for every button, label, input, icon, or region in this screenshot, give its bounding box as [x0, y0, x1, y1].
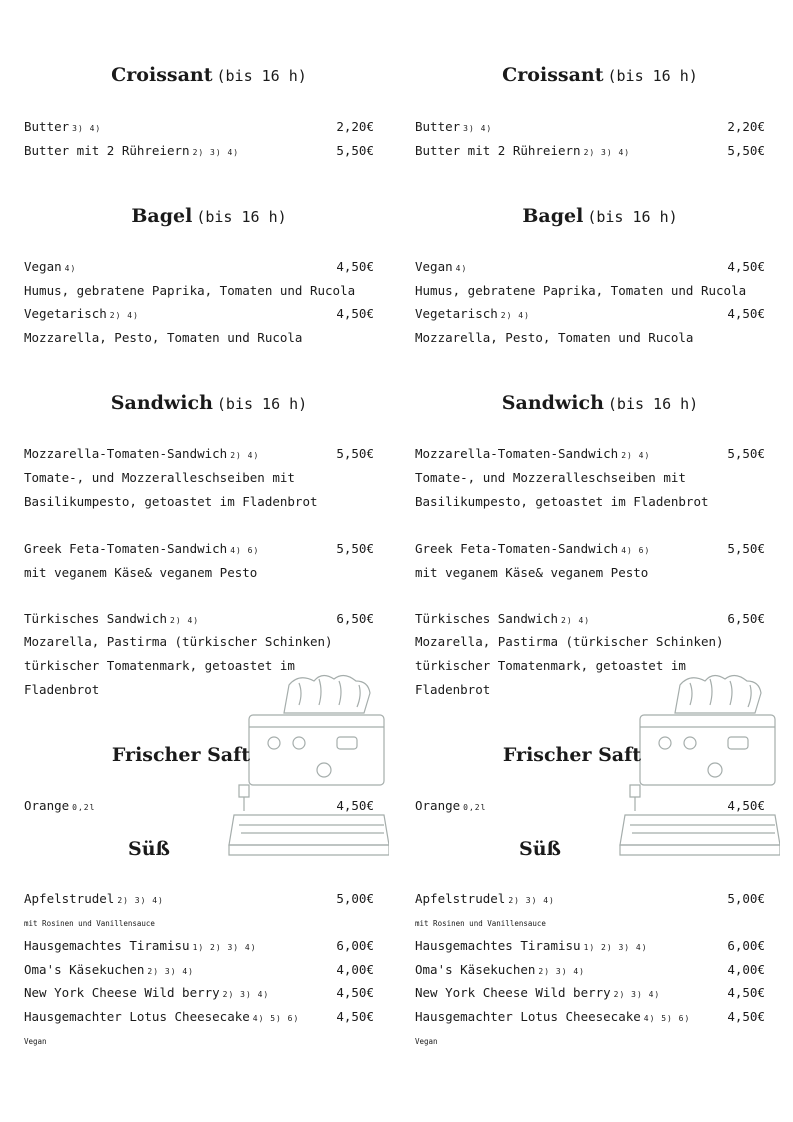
sandwich-hours: (bis 16 h)	[216, 395, 308, 413]
item-name: Vegetarisch	[24, 306, 107, 321]
menu-column-right	[415, 0, 785, 1122]
item-price: 5,50€	[336, 143, 374, 158]
item-allergens: 3) 4)	[463, 124, 493, 133]
item-price: 6,50€	[336, 611, 374, 626]
section-title-saft	[387, 744, 757, 766]
item-allergens: 4)	[64, 264, 77, 273]
menu-item-saft-orange	[415, 796, 765, 816]
saft-title: Frischer Saft	[502, 744, 642, 766]
item-price: 5,50€	[727, 541, 765, 556]
menu-item-sandwich-tuerkisch	[24, 609, 374, 629]
item-name: New York Cheese Wild berry	[415, 985, 611, 1000]
item-name: Apfelstrudel	[24, 891, 115, 906]
menu-item-saft-orange	[24, 796, 374, 816]
item-price: 2,20€	[336, 119, 374, 134]
section-title-suess	[355, 838, 725, 860]
item-allergens: 2) 4)	[561, 616, 591, 625]
menu-item-lotus-cheesecake	[415, 1007, 765, 1027]
item-allergens: 2) 4)	[500, 311, 530, 320]
item-name: Butter mit 2 Rühreiern	[24, 143, 190, 158]
item-name: Hausgemachtes Tiramisu	[24, 938, 190, 953]
item-description: Mozarella, Pastirma (türkischer Schinken)	[415, 634, 724, 649]
suess-title: Süß	[128, 838, 170, 860]
menu-item-sandwich-feta	[24, 539, 374, 559]
item-description: türkischer Tomatenmark, getoastet im	[415, 658, 686, 673]
item-description: Mozzarella, Pesto, Tomaten und Rucola	[415, 330, 694, 345]
sandwich-hours: (bis 16 h)	[607, 395, 699, 413]
item-name: Greek Feta-Tomaten-Sandwich	[24, 541, 228, 556]
item-description: Tomate-, und Mozzeralleschseiben mit	[24, 470, 295, 485]
item-allergens: 4) 5) 6)	[643, 1014, 691, 1023]
item-name: Mozzarella-Tomaten-Sandwich	[415, 446, 619, 461]
item-name: Türkisches Sandwich	[415, 611, 558, 626]
item-allergens: 2) 4)	[109, 311, 139, 320]
item-note: mit Rosinen und Vanillensauce	[415, 919, 546, 928]
item-description: Fladenbrot	[24, 682, 100, 697]
item-description: Humus, gebratene Paprika, Tomaten und Rucola	[24, 283, 356, 298]
item-price: 4,50€	[727, 306, 765, 321]
item-name: Butter mit 2 Rühreiern	[415, 143, 581, 158]
croissant-title: Croissant	[111, 64, 213, 86]
section-title-croissant	[24, 64, 394, 86]
item-allergens: 2) 4)	[230, 451, 260, 460]
item-allergens: 2) 3) 4)	[538, 967, 585, 976]
item-price: 4,50€	[336, 306, 374, 321]
item-allergens: 2) 3) 4)	[613, 990, 661, 999]
item-name: New York Cheese Wild berry	[24, 985, 220, 1000]
menu-item-kaesekuchen	[24, 960, 374, 980]
item-allergens: 0,2l	[72, 803, 96, 812]
item-price: 4,50€	[727, 985, 765, 1000]
item-description: Humus, gebratene Paprika, Tomaten und Rucola	[415, 283, 747, 298]
item-name: Oma's Käsekuchen	[24, 962, 145, 977]
item-name: Orange	[24, 798, 70, 813]
bagel-title: Bagel	[131, 205, 193, 227]
menu-item-kaesekuchen	[415, 960, 765, 980]
item-allergens: 2) 4)	[170, 616, 200, 625]
item-name: Hausgemachter Lotus Cheesecake	[415, 1009, 641, 1024]
item-allergens: 2) 3) 4)	[147, 967, 194, 976]
menu-item-sandwich-tuerkisch	[415, 609, 765, 629]
croissant-hours: (bis 16 h)	[607, 67, 698, 85]
item-allergens: 4) 6)	[230, 546, 260, 555]
item-name: Türkisches Sandwich	[24, 611, 167, 626]
menu-item-bagel-vegetarisch	[415, 304, 765, 324]
item-name: Orange	[415, 798, 461, 813]
item-price: 6,00€	[727, 938, 765, 953]
item-name: Hausgemachtes Tiramisu	[415, 938, 581, 953]
menu-item-tiramisu	[24, 936, 374, 956]
item-description: Tomate-, und Mozzeralleschseiben mit	[415, 470, 686, 485]
section-title-sandwich	[24, 392, 394, 414]
saft-title: Frischer Saft	[111, 744, 251, 766]
item-description: Mozzarella, Pesto, Tomaten und Rucola	[24, 330, 303, 345]
item-allergens: 2) 3) 4)	[222, 990, 270, 999]
bagel-hours: (bis 16 h)	[587, 208, 678, 226]
item-price: 4,50€	[727, 798, 765, 813]
item-name: Oma's Käsekuchen	[415, 962, 536, 977]
section-title-bagel	[415, 205, 785, 227]
menu-item-apfelstrudel	[415, 889, 765, 909]
menu-item-croissant-butter	[415, 117, 765, 137]
item-allergens: 2) 3) 4)	[583, 148, 631, 157]
item-allergens: 4) 5) 6)	[252, 1014, 300, 1023]
item-name: Vegan	[415, 259, 453, 274]
item-allergens: 1) 2) 3) 4)	[583, 943, 648, 952]
item-price: 4,00€	[727, 962, 765, 977]
item-name: Vegan	[24, 259, 62, 274]
menu-item-croissant-ruehrei	[24, 141, 374, 161]
menu-item-newyork-cheese	[24, 983, 374, 1003]
item-note: mit Rosinen und Vanillensauce	[24, 919, 155, 928]
menu-item-bagel-vegan	[24, 257, 374, 277]
item-allergens: 2) 4)	[621, 451, 651, 460]
item-allergens: 4)	[455, 264, 468, 273]
item-price: 5,50€	[336, 541, 374, 556]
item-price: 6,50€	[727, 611, 765, 626]
item-allergens: 0,2l	[463, 803, 487, 812]
item-description: mit veganem Käse& veganem Pesto	[24, 565, 258, 580]
menu-column-left	[24, 0, 394, 1122]
item-name: Apfelstrudel	[415, 891, 506, 906]
item-description: türkischer Tomatenmark, getoastet im	[24, 658, 295, 673]
menu-item-croissant-ruehrei	[415, 141, 765, 161]
bagel-hours: (bis 16 h)	[196, 208, 287, 226]
item-allergens: 2) 3) 4)	[117, 896, 164, 905]
item-name: Greek Feta-Tomaten-Sandwich	[415, 541, 619, 556]
item-name: Butter	[415, 119, 461, 134]
menu-item-apfelstrudel	[24, 889, 374, 909]
menu-item-sandwich-feta	[415, 539, 765, 559]
item-price: 5,50€	[336, 446, 374, 461]
menu-item-sandwich-mozzarella	[415, 444, 765, 464]
menu-item-sandwich-mozzarella	[24, 444, 374, 464]
item-price: 4,50€	[727, 1009, 765, 1024]
item-price: 5,00€	[727, 891, 765, 906]
item-name: Hausgemachter Lotus Cheesecake	[24, 1009, 250, 1024]
section-title-croissant	[415, 64, 785, 86]
bagel-title: Bagel	[522, 205, 584, 227]
menu-item-newyork-cheese	[415, 983, 765, 1003]
item-allergens: 4) 6)	[621, 546, 651, 555]
item-allergens: 2) 3) 4)	[192, 148, 240, 157]
item-price: 4,50€	[336, 798, 374, 813]
section-title-sandwich	[415, 392, 785, 414]
item-price: 6,00€	[336, 938, 374, 953]
item-note: Vegan	[415, 1037, 438, 1046]
sandwich-title: Sandwich	[501, 392, 604, 414]
item-price: 4,50€	[336, 259, 374, 274]
item-price: 4,50€	[336, 985, 374, 1000]
item-allergens: 2) 3) 4)	[508, 896, 555, 905]
item-note: Vegan	[24, 1037, 47, 1046]
menu-item-tiramisu	[415, 936, 765, 956]
item-price: 5,50€	[727, 446, 765, 461]
item-name: Vegetarisch	[415, 306, 498, 321]
suess-title: Süß	[519, 838, 561, 860]
section-title-suess	[0, 838, 334, 860]
item-price: 4,50€	[727, 259, 765, 274]
item-price: 5,50€	[727, 143, 765, 158]
item-description: Basilikumpesto, getoastet im Fladenbrot	[415, 494, 709, 509]
item-name: Mozzarella-Tomaten-Sandwich	[24, 446, 228, 461]
section-title-bagel	[24, 205, 394, 227]
item-description: mit veganem Käse& veganem Pesto	[415, 565, 649, 580]
croissant-title: Croissant	[502, 64, 604, 86]
item-price: 4,50€	[336, 1009, 374, 1024]
item-allergens: 3) 4)	[72, 124, 102, 133]
item-price: 2,20€	[727, 119, 765, 134]
sandwich-title: Sandwich	[110, 392, 213, 414]
item-allergens: 1) 2) 3) 4)	[192, 943, 257, 952]
item-description: Fladenbrot	[415, 682, 491, 697]
item-description: Basilikumpesto, getoastet im Fladenbrot	[24, 494, 318, 509]
item-price: 4,00€	[336, 962, 374, 977]
menu-item-bagel-vegetarisch	[24, 304, 374, 324]
menu-item-bagel-vegan	[415, 257, 765, 277]
menu-item-lotus-cheesecake	[24, 1007, 374, 1027]
croissant-hours: (bis 16 h)	[216, 67, 307, 85]
item-price: 5,00€	[336, 891, 374, 906]
section-title-saft	[0, 744, 366, 766]
item-name: Butter	[24, 119, 70, 134]
menu-item-croissant-butter	[24, 117, 374, 137]
item-description: Mozarella, Pastirma (türkischer Schinken)	[24, 634, 333, 649]
